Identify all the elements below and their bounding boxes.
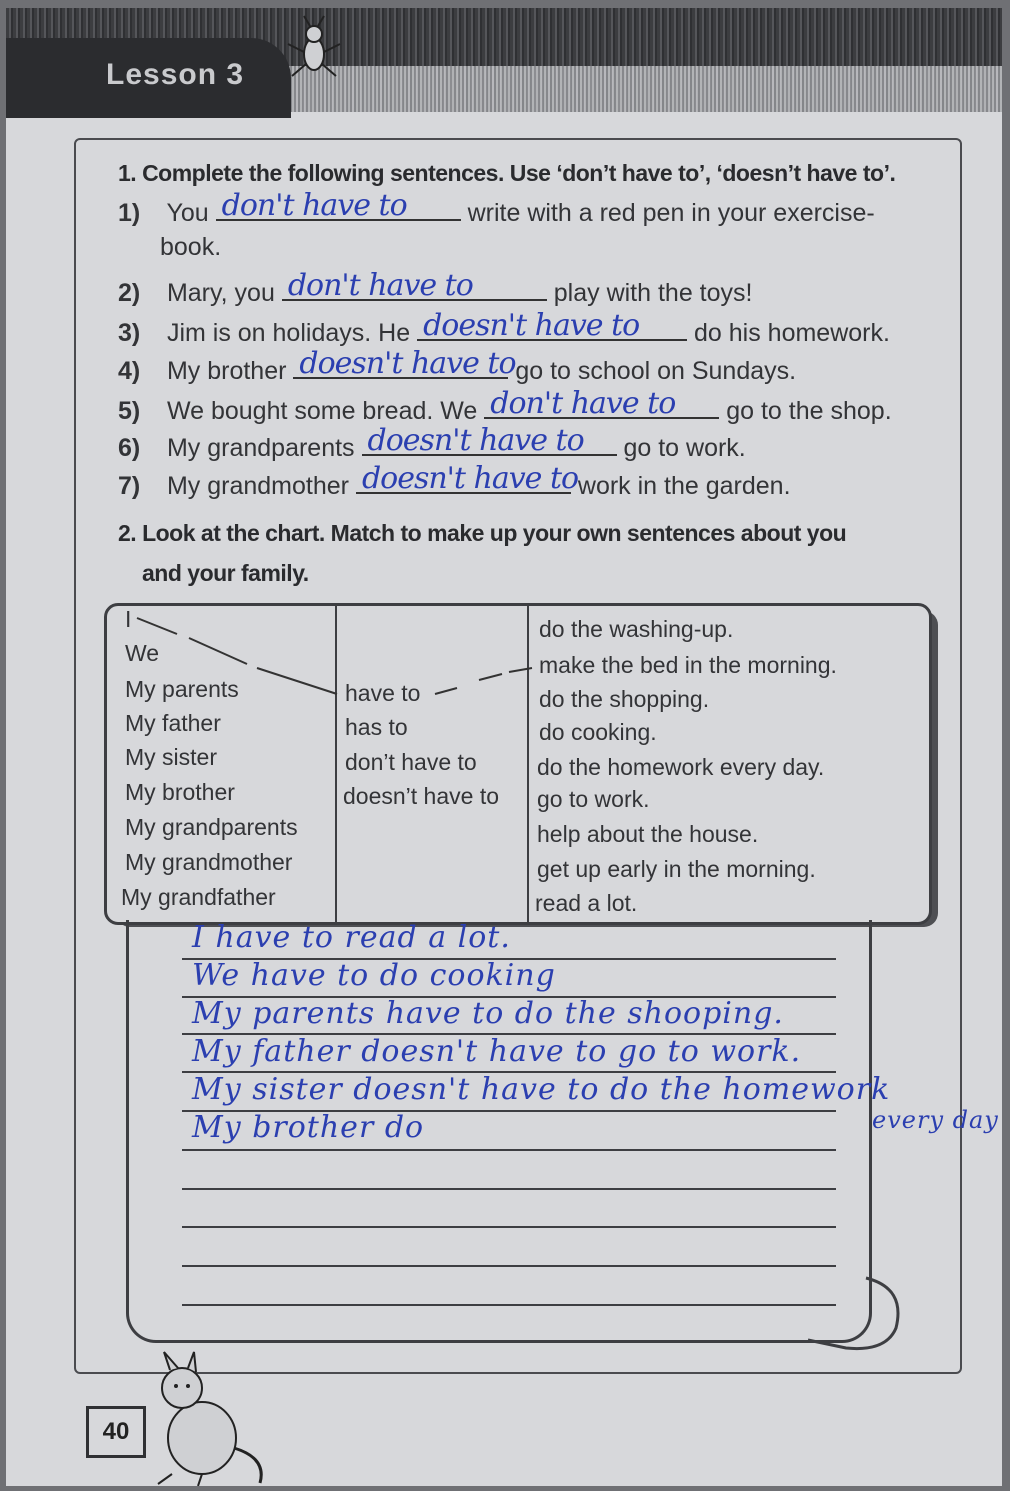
sentence-before: We bought some bread. We — [166, 397, 478, 425]
sentence-number: 7) — [118, 472, 141, 500]
writing-line — [182, 1304, 836, 1306]
activity-item: get up early in the morning. — [537, 856, 816, 882]
subject-item: My father — [125, 710, 221, 736]
activity-item: go to work. — [537, 786, 650, 812]
header-band-texture — [286, 66, 1002, 112]
answer-blank[interactable] — [216, 188, 461, 223]
handwritten-sentence: My sister doesn't have to do the homework — [192, 1072, 891, 1107]
writing-line — [182, 1149, 836, 1151]
sentence-after: do his homework. — [694, 319, 890, 347]
sentence-number: 2) — [118, 279, 141, 307]
sentence-number: 1) — [118, 199, 141, 227]
lesson-title: Lesson 3 — [106, 58, 245, 91]
sentence-number: 3) — [118, 319, 141, 347]
handwritten-answer: don't have to — [287, 268, 473, 303]
sentence-after: work in the garden. — [577, 472, 791, 500]
sentence-after: play with the toys! — [553, 279, 753, 307]
handwritten-answer: don't have to — [221, 188, 407, 223]
subject-item: My grandfather — [121, 884, 276, 910]
answer-blank[interactable] — [417, 308, 687, 343]
sentence-before: My grandmother — [166, 472, 349, 500]
answer-blank[interactable] — [362, 423, 617, 458]
scroll-curl — [806, 1268, 916, 1358]
writing-line — [182, 1265, 836, 1267]
answer-blank[interactable] — [484, 386, 719, 421]
task2-title: 2. Look at the chart. Match to make up your own sentences about you — [118, 520, 847, 546]
writing-line — [182, 1188, 836, 1190]
activity-item: do the washing-up. — [539, 616, 734, 642]
handwritten-sentence: We have to do cooking — [192, 958, 556, 993]
page-number: 40 — [102, 1418, 130, 1445]
subject-item: My grandmother — [125, 849, 293, 875]
sentence-before: Jim is on holidays. He — [166, 319, 411, 347]
activity-item: help about the house. — [537, 821, 759, 847]
task1-title: 1. Complete the following sentences. Use ‘don’t have to’, ‘doesn’t have to’. — [118, 160, 896, 186]
sentence-1-continued: book. — [160, 233, 222, 261]
kangaroo-illustration-icon — [142, 1348, 272, 1486]
modal-item: don’t have to — [345, 749, 477, 775]
activity-item: make the bed in the morning. — [539, 652, 837, 678]
activity-item: do the shopping. — [539, 686, 710, 712]
sentence-5 — [118, 386, 892, 426]
sentence-number: 4) — [118, 357, 141, 385]
modal-item: has to — [345, 714, 408, 740]
sentence-4 — [118, 346, 797, 386]
modal-item: doesn’t have to — [343, 783, 500, 809]
sentence-after: go to the shop. — [726, 397, 892, 425]
sentence-number: 5) — [118, 397, 141, 425]
insect-illustration-icon — [284, 14, 344, 84]
workbook-page — [6, 8, 1002, 1486]
handwritten-sentence: I have to read a lot. — [192, 920, 511, 955]
handwritten-sentence: My brother do — [192, 1110, 425, 1145]
modal-item: have to — [345, 680, 421, 706]
subject-item: We — [125, 640, 160, 666]
activity-item: read a lot. — [535, 890, 638, 916]
subject-item: My brother — [125, 779, 235, 805]
sentence-before: My brother — [166, 357, 287, 385]
sentence-7 — [118, 461, 791, 501]
answer-blank[interactable] — [293, 346, 516, 381]
sentence-3 — [118, 308, 890, 348]
task2-title-line2: and your family. — [142, 560, 309, 586]
handwritten-answer: don't have to — [490, 386, 676, 421]
sentence-after: write with a red pen in your exercise- — [467, 199, 875, 227]
sentence-number: 6) — [118, 434, 141, 462]
answer-blank[interactable] — [356, 461, 579, 496]
sentence-before: My grandparents — [166, 434, 355, 462]
sentence-2 — [118, 268, 753, 308]
answer-blank[interactable] — [282, 268, 547, 303]
subject-item: My grandparents — [125, 814, 298, 840]
subject-item: I — [125, 606, 132, 632]
sentence-before: You — [166, 199, 209, 227]
handwritten-sentence: My father doesn't have to go to work. — [192, 1034, 802, 1069]
sentence-1 — [118, 188, 875, 228]
handwritten-answer: doesn't have to — [367, 423, 584, 458]
handwritten-answer: doesn't have to — [361, 461, 579, 496]
handwritten-answer: doesn't have to — [299, 346, 516, 381]
sentence-6 — [118, 423, 746, 463]
sentence-after: go to work. — [623, 434, 746, 462]
writing-line — [182, 1226, 836, 1228]
handwritten-overflow: every day — [872, 1106, 999, 1134]
handwritten-sentence: My parents have to do the shooping. — [192, 996, 784, 1031]
handwritten-answer: doesn't have to — [423, 308, 640, 343]
sentence-after: go to school on Sundays. — [515, 357, 797, 385]
activity-item: do the homework every day. — [537, 754, 825, 780]
subject-item: My parents — [125, 676, 239, 702]
sentence-before: Mary, you — [166, 279, 275, 307]
page-number-box — [86, 1406, 146, 1458]
matching-chart — [104, 603, 932, 925]
activity-item: do cooking. — [539, 719, 657, 745]
subject-item: My sister — [125, 744, 217, 770]
